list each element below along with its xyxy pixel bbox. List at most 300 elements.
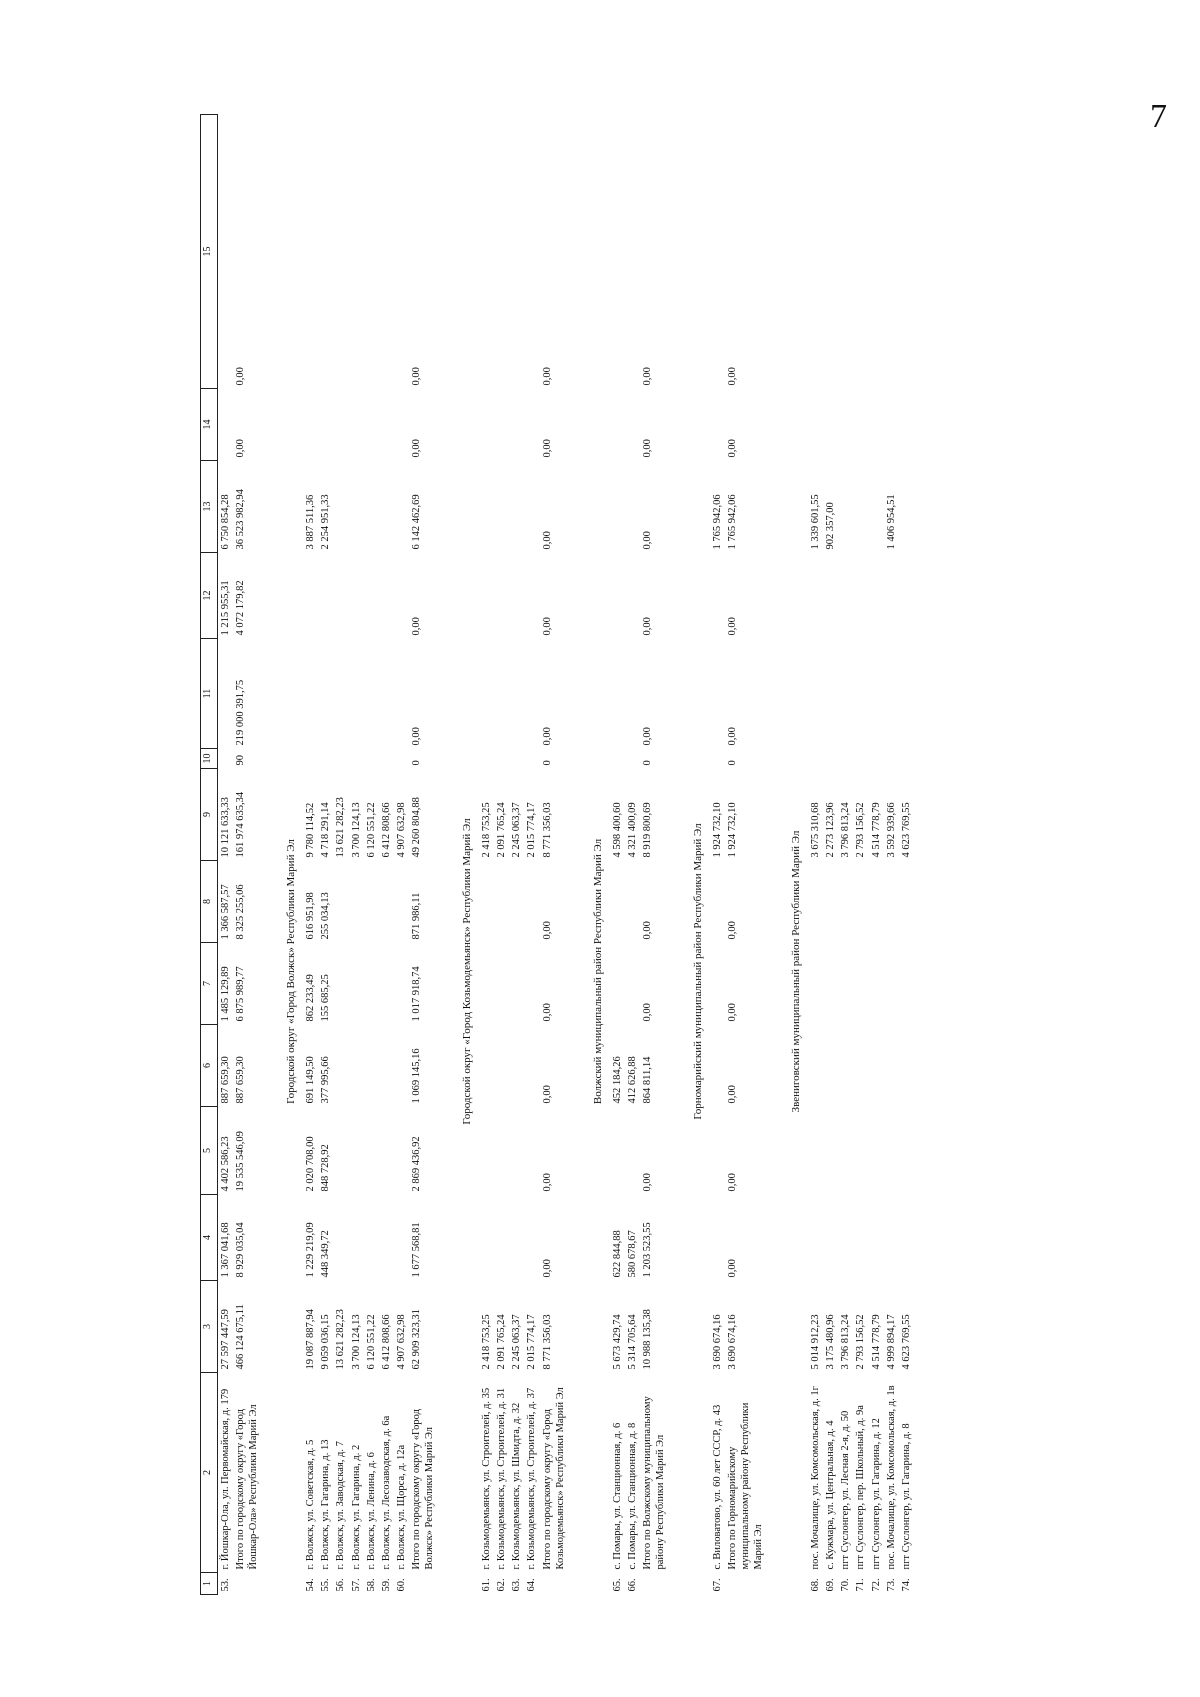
cell-value [303,639,318,749]
cell-value [379,461,394,553]
cell-value: 0,00 [541,1259,553,1278]
spacer-row [766,115,782,1595]
row-number: 73. [885,1578,897,1592]
cell-value: 3 675 310,68 [810,802,821,858]
cell-value [899,553,914,639]
spacer-row [261,115,277,1595]
cell-value [379,639,394,749]
cell-value: 2 020 708,00 [305,1136,317,1192]
cell-value: 4 999 894,17 [885,1314,897,1370]
table-row [838,115,853,1595]
cell-value [364,943,379,1025]
table-row [333,115,348,1595]
cell-value [710,943,725,1025]
table-row [884,115,899,1595]
row-name: с. Кужмара, ул. Центральная, д. 4 [825,1420,837,1570]
cell-value [333,943,348,1025]
cell-value: 4 623 769,55 [900,1314,912,1370]
cell-value [853,1107,868,1195]
cell-value [853,553,868,639]
cell-value [394,553,409,639]
cell-value [494,1107,509,1195]
cell-value: 848 728,92 [320,1144,332,1192]
column-header: 7 [201,943,218,1025]
cell-value: 2 245 063,37 [511,1314,523,1370]
cell-value: 4 907 632,98 [395,1314,407,1370]
cell-value: 0,00 [541,367,553,386]
cell-value [853,861,868,943]
cell-value [899,861,914,943]
cell-value [823,1107,838,1195]
cell-value: 27 597 447,59 [220,1309,231,1370]
cell-value [318,389,333,461]
cell-value: 0,00 [726,921,738,940]
cell-value [394,861,409,943]
row-number: 63. [511,1578,523,1592]
cell-value [349,861,364,943]
cell-value [899,1195,914,1281]
cell-value: 6 412 808,66 [380,1314,392,1370]
cell-value: 1 366 587,57 [220,884,231,940]
section-indent [684,1195,710,1595]
cell-value: 6 142 462,69 [411,494,422,550]
cell-value [625,461,640,553]
cell-value [479,943,494,1025]
row-number: 65. [611,1578,623,1592]
cell-value [884,749,899,769]
cell-value: 13 621 282,23 [335,1309,347,1370]
section-indent [453,1195,479,1595]
table-row [218,115,234,1595]
cell-value: 1 924 732,10 [726,802,738,858]
cell-value [318,115,333,389]
cell-value [610,1107,625,1195]
cell-value: 887 659,30 [235,1056,247,1104]
cell-value: 8 325 255,06 [235,884,247,940]
cell-value: 1 677 568,81 [411,1222,422,1278]
row-name: с. Помары, ул. Станционная, д. 8 [626,1422,638,1570]
cell-value [899,1025,914,1107]
cell-value [479,1195,494,1281]
cell-value: 2 418 753,25 [481,802,492,858]
row-name: г. Волжск, ул. Заводская, д. 7 [335,1441,347,1570]
cell-value [710,1025,725,1107]
row-name: пгт Суслонгер, ул. Лесная 2-я, д. 50 [840,1410,852,1570]
column-header: 12 [201,553,218,639]
row-number: 64. [526,1578,538,1592]
cell-value: 616 951,98 [305,892,317,940]
cell-value [853,115,868,389]
cell-value [318,553,333,639]
cell-value: 412 626,88 [626,1056,638,1104]
cell-value: 1 339 601,55 [810,494,821,550]
column-header: 9 [201,769,218,861]
spacer-cell [766,115,782,1595]
cell-value: 4 402 586,23 [220,1136,231,1192]
spacer-row [668,115,684,1595]
cell-value: 0,00 [641,531,653,550]
cell-value: 8 771 356,03 [541,1314,553,1370]
cell-value [625,389,640,461]
cell-value: 0,00 [641,439,653,458]
cell-value [479,861,494,943]
cell-value [625,749,640,769]
cell-value [394,389,409,461]
cell-value: 0,00 [235,439,247,458]
section-fill [782,115,808,749]
row-number [725,1573,766,1595]
row-name: г. Козьмодемьянск, ул. Строителей, д. 31 [496,1387,508,1570]
row-number: 55. [320,1578,332,1592]
column-header: 14 [201,389,218,461]
cell-value [394,1107,409,1195]
cell-value [853,1195,868,1281]
row-name: г. Йошкар-Ола, ул. Первомайская, д. 179 [220,1388,231,1570]
cell-value [218,115,234,389]
cell-value [349,115,364,389]
cell-value [394,1025,409,1107]
cell-value [303,749,318,769]
cell-value: 19 535 546,09 [235,1131,247,1192]
cell-value [349,553,364,639]
section-indent [584,1195,610,1595]
cell-value: 90 [235,755,247,766]
cell-value [379,1025,394,1107]
cell-value: 0,00 [726,1259,738,1278]
table-row [494,115,509,1595]
rotated-table-container [200,115,1200,1595]
cell-value [869,389,884,461]
cell-value: 1 765 942,06 [711,494,723,550]
table-row [364,115,379,1595]
cell-value [524,639,539,749]
cell-value: 0,00 [235,367,247,386]
cell-value [884,943,899,1025]
cell-value [884,115,899,389]
table-row [318,115,333,1595]
row-number [540,1573,568,1595]
cell-value: 0,00 [641,921,653,940]
cell-value [884,1025,899,1107]
cell-value [333,639,348,749]
cell-value: 0,00 [541,617,553,636]
column-header: 4 [201,1195,218,1281]
cell-value [838,553,853,639]
cell-value [303,115,318,389]
table-header-row [201,115,218,1595]
cell-value [509,553,524,639]
cell-value: 0,00 [541,1173,553,1192]
cell-value [625,639,640,749]
cell-value [494,115,509,389]
cell-value [494,861,509,943]
cell-value: 0,00 [641,367,653,386]
cell-value: 4 623 769,55 [900,802,912,858]
cell-value: 2 418 753,25 [481,1314,492,1370]
cell-value: 3 796 813,24 [840,802,852,858]
cell-value: 62 909 323,31 [411,1309,422,1370]
cell-value [823,1195,838,1281]
cell-value [364,861,379,943]
cell-value: 887 659,30 [220,1056,231,1104]
cell-value [333,749,348,769]
cell-value [869,943,884,1025]
cell-value [494,553,509,639]
cell-value [524,943,539,1025]
total-row [409,115,437,1595]
table-row [808,115,823,1595]
section-heading: Звениговский муниципальный район Республики Марий Эл [790,830,803,1113]
table-row [479,115,494,1595]
cell-value: 0,00 [541,1003,553,1022]
cell-value [869,1107,884,1195]
cell-value: 9 059 036,15 [320,1314,332,1370]
table-row [524,115,539,1595]
cell-value [364,639,379,749]
spacer-cell [668,115,684,1595]
cell-value: 902 357,00 [825,502,837,550]
cell-value: 6 875 989,77 [235,966,247,1022]
column-header: 11 [201,639,218,749]
cell-value: 1 924 732,10 [711,802,723,858]
cell-value [610,943,625,1025]
cell-value [349,461,364,553]
cell-value [349,1025,364,1107]
cell-value: 4 072 179,82 [235,580,247,636]
cell-value: 19 087 887,94 [305,1309,317,1370]
cell-value: 6 120 551,22 [365,1314,377,1370]
cell-value [364,1195,379,1281]
cell-value [625,1107,640,1195]
cell-value [479,461,494,553]
column-header: 3 [201,1281,218,1373]
section-fill [584,115,610,749]
cell-value [853,1025,868,1107]
cell-value [884,553,899,639]
cell-value [899,115,914,389]
cell-value [394,943,409,1025]
cell-value [853,639,868,749]
cell-value [710,749,725,769]
table-row [379,115,394,1595]
row-number [409,1573,437,1595]
cell-value: 0,00 [726,1173,738,1192]
cell-value [349,1107,364,1195]
cell-value [509,749,524,769]
cell-value: 8 929 035,04 [235,1222,247,1278]
cell-value: 2 254 951,33 [320,494,332,550]
cell-value: 1 069 145,16 [411,1048,422,1104]
cell-value: 0,00 [411,367,422,386]
cell-value: 9 780 114,52 [305,802,317,858]
cell-value: 0,00 [726,1003,738,1022]
section-heading: Волжский муниципальный район Республики Марий Эл [591,838,604,1105]
cell-value [379,389,394,461]
section-heading-row [584,115,610,1595]
cell-value: 3 175 480,96 [825,1314,837,1370]
cell-value [838,943,853,1025]
cell-value: 2 273 123,96 [825,802,837,858]
row-name: пгт Суслонгер, ул. Гагарина, д. 12 [870,1418,882,1570]
cell-value: 2 015 774,17 [526,1314,538,1370]
cell-value [379,1195,394,1281]
cell-value [808,861,823,943]
spacer-row [568,115,584,1595]
total-row [725,115,766,1595]
row-name: Итого по городскому округу «Город Йошкар-Ола» Республики Марий Эл [235,1404,260,1570]
cell-value [479,639,494,749]
cell-value [838,861,853,943]
cell-value: 6 750 854,28 [220,494,231,550]
cell-value [394,1195,409,1281]
spacer-cell [568,115,584,1595]
cell-value [610,861,625,943]
cell-value [823,1025,838,1107]
cell-value [364,749,379,769]
cell-value: 0,00 [726,1085,738,1104]
cell-value [610,115,625,389]
cell-value [869,461,884,553]
cell-value: 5 673 429,74 [611,1314,623,1370]
cell-value [364,389,379,461]
cell-value [509,639,524,749]
cell-value: 0,00 [411,439,422,458]
row-name: г. Козьмодемьянск, ул. Шмидта, д. 32 [511,1402,523,1570]
cell-value [318,639,333,749]
row-number: 69. [825,1578,837,1592]
row-name: г. Волжск, ул. Лесозаводская, д. 6а [380,1415,392,1570]
spacer-cell [261,115,277,1595]
cell-value [838,389,853,461]
table-row [610,115,625,1595]
table-body [218,115,914,1595]
cell-value [509,389,524,461]
cell-value: 5 014 912,23 [810,1314,821,1370]
cell-value: 0,00 [411,617,422,636]
cell-value [625,943,640,1025]
cell-value [333,1195,348,1281]
table-row [710,115,725,1595]
cell-value [710,389,725,461]
cell-value [710,553,725,639]
cell-value [509,1195,524,1281]
cell-value [524,1195,539,1281]
table-row [394,115,409,1595]
cell-value [524,461,539,553]
row-number: 66. [626,1578,638,1592]
row-name: пгт Суслонгер, ул. Гагарина, д. 8 [900,1423,912,1570]
cell-value: 1 406 954,51 [885,494,897,550]
cell-value [610,461,625,553]
table-row [303,115,318,1595]
cell-value [884,639,899,749]
cell-value [823,861,838,943]
row-name: г. Волжск, ул. Гагарина, д. 13 [320,1439,332,1570]
cell-value [610,749,625,769]
section-heading-row [684,115,710,1595]
cell-value: 10 988 135,38 [641,1309,653,1370]
cell-value: 0,00 [726,727,738,746]
cell-value [349,1195,364,1281]
cell-value [808,1107,823,1195]
section-heading-row [782,115,808,1595]
cell-value: 10 121 633,33 [220,797,231,858]
table-row [349,115,364,1595]
cell-value: 219 000 391,75 [235,679,247,746]
cell-value [364,461,379,553]
cell-value [509,461,524,553]
row-number: 59. [380,1578,392,1592]
row-name: Итого по Горномарийскому муниципальному району Республики Марий Эл [726,1402,765,1570]
cell-value: 4 514 778,79 [870,1314,882,1370]
cell-value: 2 793 156,52 [855,802,867,858]
cell-value [509,115,524,389]
cell-value [364,553,379,639]
cell-value [808,115,823,389]
cell-value: 3 796 813,24 [840,1314,852,1370]
section-fill [277,115,303,749]
cell-value: 6 412 808,66 [380,802,392,858]
cell-value [853,749,868,769]
cell-value [823,553,838,639]
cell-value: 3 700 124,13 [350,1314,362,1370]
cell-value [710,639,725,749]
cell-value [364,115,379,389]
cell-value [524,553,539,639]
cell-value [394,749,409,769]
cell-value [869,639,884,749]
table-row [823,115,838,1595]
row-number: 70. [840,1578,852,1592]
table-row [853,115,868,1595]
cell-value: 161 974 635,34 [235,791,247,858]
cell-value: 4 514 778,79 [870,802,882,858]
cell-value [524,389,539,461]
cell-value: 1 765 942,06 [726,494,738,550]
cell-value [509,943,524,1025]
section-heading-row [453,115,479,1595]
cell-value [869,553,884,639]
row-number: 54. [305,1578,317,1592]
capital-repair-table [200,114,914,1595]
cell-value [303,389,318,461]
cell-value [479,1025,494,1107]
row-number: 62. [496,1578,508,1592]
row-number: 71. [855,1578,867,1592]
column-header: 2 [201,1373,218,1573]
row-number: 72. [870,1578,882,1592]
section-fill [453,115,479,749]
cell-value: 0,00 [641,617,653,636]
section-heading-row [277,115,303,1595]
cell-value: 864 811,14 [641,1056,653,1104]
cell-value [509,861,524,943]
cell-value [823,115,838,389]
spacer-row [437,115,453,1595]
cell-value: 0,00 [726,439,738,458]
cell-value [838,749,853,769]
cell-value: 49 260 804,88 [411,797,422,858]
cell-value [218,639,234,749]
cell-value: 3 887 511,36 [305,494,317,550]
cell-value [838,461,853,553]
table-row [869,115,884,1595]
cell-value: 466 124 675,11 [235,1304,247,1370]
cell-value [710,861,725,943]
cell-value: 155 685,25 [320,974,332,1022]
cell-value [494,749,509,769]
spacer-cell [437,115,453,1595]
